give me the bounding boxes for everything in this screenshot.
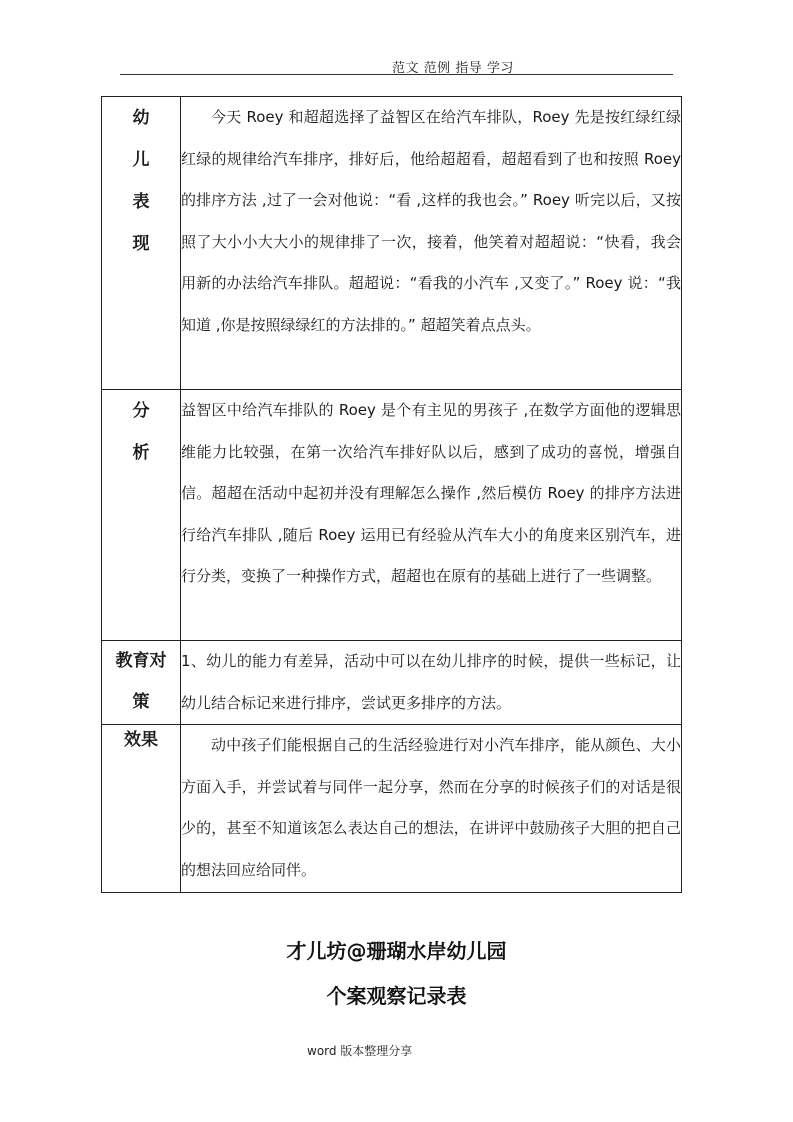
row-label-performance [102,97,181,390]
label-char: 效果 [124,730,158,750]
form-title: 个案观察记录表 [326,984,467,1008]
label-char: 现 [132,234,150,254]
row-content-strategy [181,641,682,725]
table-row [102,390,682,641]
row-content-performance [181,97,682,390]
label-char: 教育对 [115,651,167,671]
label-char: 幼 [132,108,150,128]
content-text: 益智区中给汽车排队的 Roey 是个有主见的男孩子 ,在数学方面他的逻辑思维能力比较强，在第一次给汽车排好队以后，感到了成功的喜悦，增强自信。超超在活动中起初并没有理解怎么操作 ,然后模仿 Roey 的排序方法进行给汽车排队 ,随后 Roey 运用已有经验从汽车大小的角度来区别汽车，进行分类，变换了一种操作方式，超超也在原有的基础上进行了一些调整。 [181,401,681,585]
label-char: 策 [132,692,150,712]
table-row [102,725,682,893]
row-label-effect [102,725,181,893]
content-text: 今天 Roey 和超超选择了益智区在给汽车排队，Roey 先是按红绿红绿红绿的规律给汽车排序，排好后，他给超超看，超超看到了也和按照 Roey 的排序方法 ,过了一会对他说：“看 ,这样的我也会。” Roey 听完以后，又按照了大小小大大小的规律排了一次，接着，他笑着对超超说：“快看，我会用新的办法给汽车排队。超超说：“看我的小汽车 ,又变了。” Roey 说：“我知道 ,你是按照绿绿红的方法排的。” 超超笑着点点头。 [181,108,681,334]
row-label-strategy [102,641,181,725]
label-char: 析 [132,443,150,463]
school-name: 才儿坊@珊瑚水岸幼儿园 [286,939,507,963]
table-row [102,641,682,725]
content-text: 1、幼儿的能力有差异，活动中可以在幼儿排序的时候，提供一些标记，让幼儿结合标记来进行排序，尝试更多排序的方法。 [181,652,681,712]
row-label-analysis [102,390,181,641]
table-row [102,97,682,390]
page-header-text: 范文 范例 指导 学习 [392,61,514,76]
label-char: 表 [132,192,150,212]
row-content-effect [181,725,682,893]
row-content-analysis [181,390,682,641]
header-divider [120,74,673,75]
label-char: 儿 [132,150,150,170]
page-footer-text: word 版本整理分享 [307,1044,413,1058]
content-text: 动中孩子们能根据自己的生活经验进行对小汽车排序，能从颜色、大小方面入手，并尝试着与同伴一起分享，然而在分享的时候孩子们的对话是很少的，甚至不知道该怎么表达自己的想法，在讲评中鼓励孩子大胆的把自己的想法回应给同伴。 [181,736,681,879]
label-char: 分 [132,401,150,421]
observation-table [101,96,682,893]
